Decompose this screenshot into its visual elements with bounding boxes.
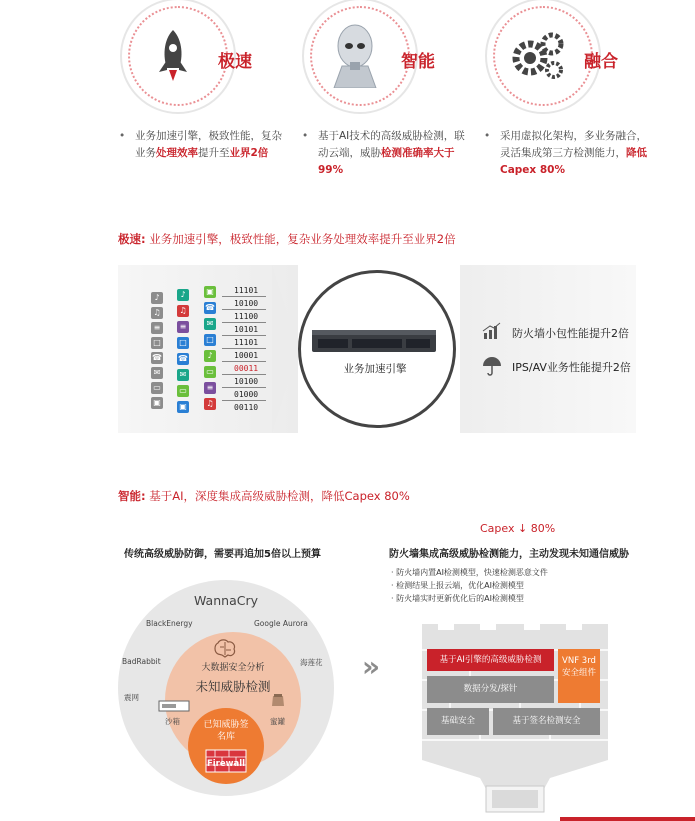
threat-label: Google Aurora <box>254 619 308 628</box>
footer-accent-bar <box>560 817 695 821</box>
music-icon: ♫ <box>204 398 216 410</box>
binary-code: 00011 <box>234 364 259 373</box>
message-icon: ✉ <box>177 369 189 381</box>
traffic-panel-arrow <box>272 265 298 433</box>
cart-icon: ≡ <box>204 382 216 394</box>
threat-label: 沙箱 <box>165 717 180 726</box>
chat-icon: ▭ <box>204 366 216 378</box>
image-icon: ▣ <box>151 397 163 409</box>
binary-code: 11101 <box>234 286 259 295</box>
gears-icon <box>508 30 568 82</box>
layer-base-security: 基础安全 <box>427 708 489 735</box>
phone-icon: ☎ <box>205 303 215 312</box>
capex-note: Capex ↓ 80% <box>480 522 556 535</box>
binary-code: 00110 <box>234 403 259 412</box>
umbrella-icon <box>482 356 502 376</box>
binary-code: 10100 <box>234 377 259 386</box>
bigdata-label: 大数据安全分析 <box>201 663 265 673</box>
message-icon: ✉ <box>204 318 216 330</box>
stream-line <box>222 322 266 323</box>
stream-line <box>222 374 266 375</box>
music-icon: ♫ <box>151 307 163 319</box>
sandbox-server-icon <box>158 700 190 712</box>
binary-code: 10101 <box>234 325 259 334</box>
binary-code: 11101 <box>234 338 259 347</box>
binary-code: 10100 <box>234 299 259 308</box>
result-text: IPS/AV业务性能提升2倍 <box>512 361 631 374</box>
right-panel-title: 防火墙集成高级威胁检测能力，主动发现未知通信威胁 <box>389 549 629 560</box>
results-panel <box>460 265 636 433</box>
image-icon: ▣ <box>204 286 216 298</box>
wannacry-label: WannaCry <box>194 593 258 608</box>
message-icon: ✉ <box>151 367 163 379</box>
right-panel-bullets <box>391 566 548 605</box>
feature-title-fusion: 融合 <box>584 52 618 72</box>
honeypot-icon <box>270 692 286 708</box>
list-item: · 防火墙内置AI检测模型，快速检测恶意文件 <box>391 568 548 577</box>
monitor-icon: □ <box>204 334 216 346</box>
binary-code: 11100 <box>234 312 259 321</box>
engine-label: 业务加速引擎 <box>343 363 407 375</box>
stream-line <box>222 387 266 388</box>
layer-distribution: 数据分发/探针 <box>427 676 554 703</box>
mic-icon: ♪ <box>204 350 216 362</box>
cart-icon: ≡ <box>177 321 189 333</box>
stream-line <box>222 335 266 336</box>
cart-icon: ≡ <box>151 322 163 334</box>
list-item: · 检测结果上报云端，优化AI检测模型 <box>391 581 524 590</box>
firewall-appliance-icon <box>312 328 436 354</box>
threat-label: BlackEnergy <box>146 619 193 628</box>
result-text: 防火墙小包性能提升2倍 <box>512 327 629 340</box>
layer-ai-engine: 基于AI引擎的高级威胁检测 <box>427 649 554 671</box>
binary-code: 10001 <box>234 351 259 360</box>
binary-code: 01000 <box>234 390 259 399</box>
section-speed-title: 极速: 业务加速引擎，极致性能，复杂业务处理效率提升至业界2倍 <box>118 232 456 246</box>
phone-icon: ☎ <box>178 354 188 363</box>
chat-icon: ▭ <box>177 385 189 397</box>
layer-signature-security: 基于签名检测安全 <box>493 708 600 735</box>
stream-line <box>222 400 266 401</box>
threat-label: BadRabbit <box>122 657 161 666</box>
monitor-icon: □ <box>177 337 189 349</box>
chevron-right-icon: » <box>362 650 371 683</box>
chat-icon: ▭ <box>151 382 163 394</box>
section-smart-title: 智能: 基于AI，深度集成高级威胁检测，降低Capex 80% <box>118 489 410 503</box>
threat-label: 蜜罐 <box>270 717 285 726</box>
threat-label: 震网 <box>124 693 139 702</box>
stream-line <box>222 296 266 297</box>
bar-chart-icon <box>482 322 502 340</box>
monitor-icon: □ <box>151 337 163 349</box>
feature-title-speed: 极速 <box>218 52 252 72</box>
known-threat-label: 已知威胁签名库 <box>203 720 249 742</box>
rocket-icon <box>156 28 190 82</box>
brain-icon <box>213 638 237 658</box>
feature-bullet-fusion: • 采用虚拟化架构，多业务融合，灵活集成第三方检测能力，降低Capex 80% <box>484 130 647 176</box>
stream-line <box>222 361 266 362</box>
layer-vnf: VNF 3rd安全组件 <box>558 649 600 703</box>
unknown-threat-label: 未知威胁检测 <box>195 679 271 694</box>
left-panel-title: 传统高级威胁防御，需要再追加5倍以上预算 <box>124 549 321 560</box>
music-icon: ♫ <box>177 305 189 317</box>
feature-bullet-smart: • 基于AI技术的高级威胁检测，联动云端，威胁检测准确率大于99% <box>302 130 465 176</box>
mic-icon: ♪ <box>177 289 189 301</box>
firewall-label: Firewall <box>206 759 246 769</box>
feature-bullet-speed: • 业务加速引擎，极致性能，复杂业务处理效率提升至业界2倍 <box>119 130 282 159</box>
threat-label: 海莲花 <box>300 658 323 667</box>
stream-line <box>222 348 266 349</box>
robot-head-icon <box>328 22 382 88</box>
feature-title-smart: 智能 <box>401 52 435 72</box>
stream-line <box>222 309 266 310</box>
mic-icon: ♪ <box>151 292 163 304</box>
list-item: · 防火墙实时更新优化后的AI检测模型 <box>391 594 524 603</box>
phone-icon: ☎ <box>152 353 162 362</box>
image-icon: ▣ <box>177 401 189 413</box>
